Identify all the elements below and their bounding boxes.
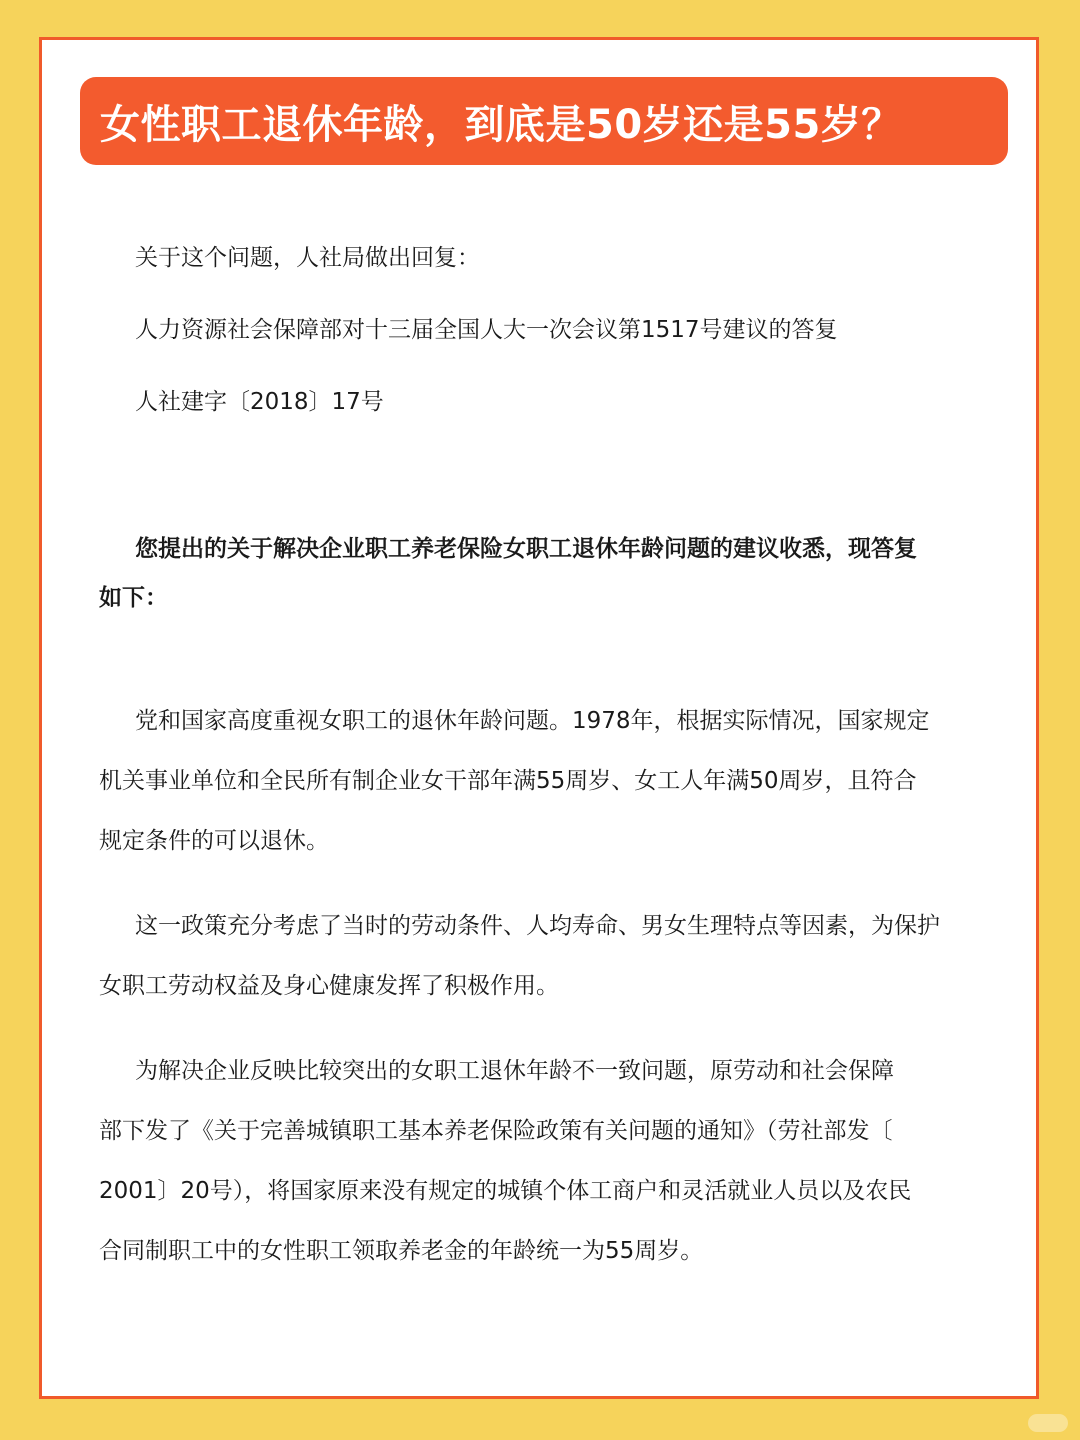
intro-line-1: 关于这个问题，人社局做出回复：	[135, 245, 480, 271]
para3-line-2: 部下发了《关于完善城镇职工基本养老保险政策有关问题的通知》（劳社部发〔	[99, 1118, 893, 1144]
intro-line-3: 人社建字〔2018〕17号	[135, 389, 384, 415]
para2-line-2: 女职工劳动权益及身心健康发挥了积极作用。	[99, 973, 559, 999]
page-title: 女性职工退休年龄，到底是50岁还是55岁？	[100, 101, 902, 148]
reply-intro-line-1: 您提出的关于解决企业职工养老保险女职工退休年龄问题的建议收悉，现答复	[135, 536, 917, 562]
para1-line-2: 机关事业单位和全民所有制企业女干部年满55周岁、女工人年满50周岁，且符合	[99, 768, 917, 794]
watermark-badge	[1028, 1414, 1068, 1432]
para1-line-3: 规定条件的可以退休。	[99, 828, 329, 854]
para3-line-1: 为解决企业反映比较突出的女职工退休年龄不一致问题，原劳动和社会保障	[135, 1058, 894, 1084]
title-banner	[80, 77, 1008, 165]
para1-line-1: 党和国家高度重视女职工的退休年龄问题。1978年，根据实际情况，国家规定	[135, 708, 930, 734]
para3-line-3: 2001〕20号），将国家原来没有规定的城镇个体工商户和灵活就业人员以及农民	[99, 1178, 912, 1204]
para3-line-4: 合同制职工中的女性职工领取养老金的年龄统一为55周岁。	[99, 1238, 704, 1264]
document-card	[39, 37, 1039, 1399]
intro-line-2: 人力资源社会保障部对十三届全国人大一次会议第1517号建议的答复	[135, 317, 838, 343]
reply-intro-line-2: 如下：	[99, 585, 168, 611]
para2-line-1: 这一政策充分考虑了当时的劳动条件、人均寿命、男女生理特点等因素，为保护	[135, 913, 940, 939]
